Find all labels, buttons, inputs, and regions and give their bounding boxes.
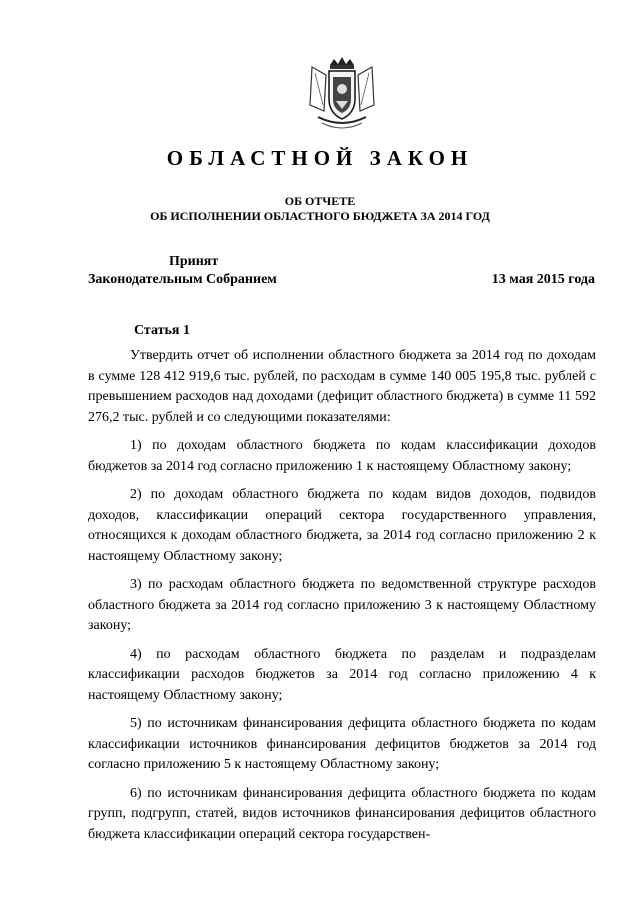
subtitle-line-1: ОБ ОТЧЕТЕ xyxy=(284,194,356,208)
paragraph-intro: Утвердить отчет об исполнении областного бюджета за 2014 год по доходам в сумме 128 412 919,6 тыс. рублей, по расходам в сумме 140 005 195,8 тыс. рублей с превышением расходов над доходами (дефицит областного бюджета) в сумме 11 592 276,2 тыс. рублей и со следующими показателями: xyxy=(88,348,596,425)
coat-of-arms-emblem xyxy=(302,55,382,135)
adopted-label: Принят xyxy=(169,254,219,269)
law-title: ОБЛАСТНОЙ ЗАКОН xyxy=(166,146,474,170)
paragraph-item-5: 5) по источникам финансирования дефицита областного бюджета по кодам классификации источников финансирования дефицитов бюджетов за 2014 год согласно приложению 5 к настоящему Областному закону; xyxy=(88,716,596,772)
article-body xyxy=(88,346,596,853)
paragraph-item-1: 1) по доходам областного бюджета по кодам классификации доходов бюджетов за 2014 год согласно приложению 1 к настоящему Областному закону; xyxy=(88,438,596,474)
adopted-body: Законодательным Собранием xyxy=(88,272,277,287)
subtitle-line-2: ОБ ИСПОЛНЕНИИ ОБЛАСТНОГО БЮДЖЕТА ЗА 2014 ГОД xyxy=(150,209,490,223)
paragraph-item-2: 2) по доходам областного бюджета по кодам видов доходов, подвидов доходов, классификации операций сектора государственного управления, относящихся к доходам областного бюджета, за 2014 год согласно приложению 2 к настоящему Областному закону; xyxy=(88,487,596,564)
paragraph-item-3: 3) по расходам областного бюджета по ведомственной структуре расходов областного бюджета за 2014 год согласно приложению 3 к настоящему Областному закону; xyxy=(88,577,596,633)
adopted-date: 13 мая 2015 года xyxy=(491,272,595,287)
paragraph-item-6: 6) по источникам финансирования дефицита областного бюджета по кодам групп, подгрупп, статей, видов источников финансирования дефицитов областного бюджета классификации операций сектора государствен- xyxy=(88,785,596,842)
article-heading: Статья 1 xyxy=(134,323,190,338)
paragraph-item-4: 4) по расходам областного бюджета по разделам и подразделам классификации расходов бюджетов за 2014 год согласно приложению 4 к настоящему Областному закону; xyxy=(88,646,596,703)
